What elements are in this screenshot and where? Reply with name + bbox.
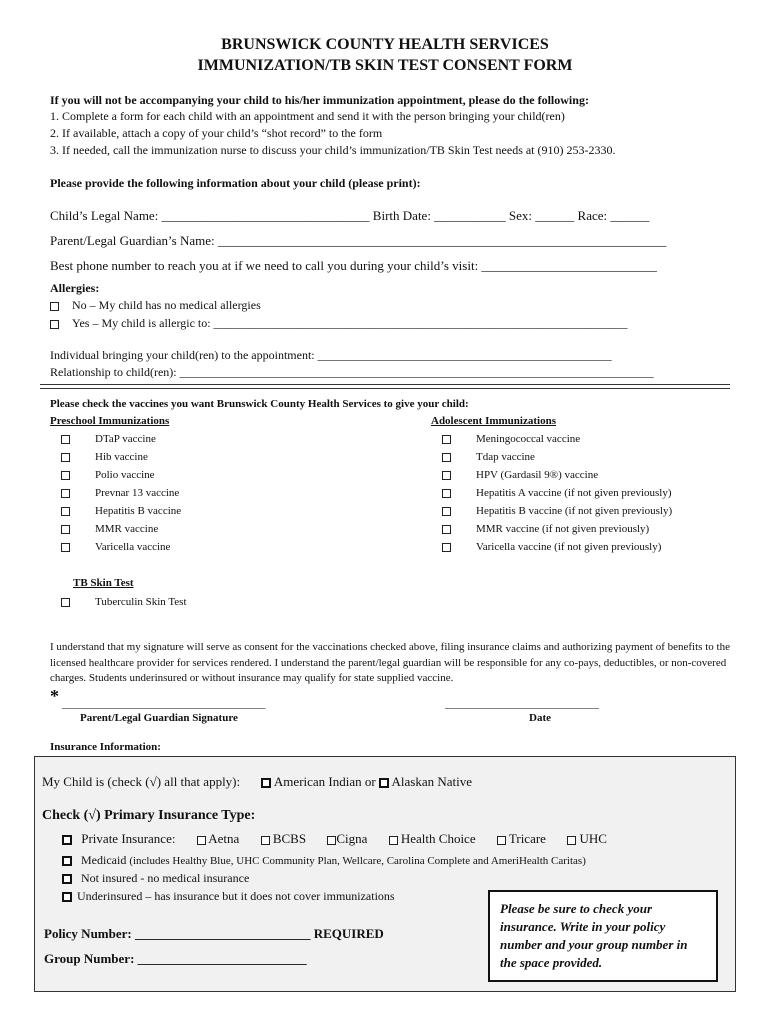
form-subtitle: IMMUNIZATION/TB SKIN TEST CONSENT FORM — [197, 57, 573, 74]
date-line[interactable]: ____________________________ — [445, 698, 599, 710]
allergy-yes-label[interactable]: Yes – My child is allergic to: _____________________________________________________________________ — [72, 316, 628, 330]
vaccine-row — [61, 505, 182, 517]
aetna-checkbox[interactable] — [197, 836, 206, 845]
cigna-checkbox[interactable] — [327, 836, 336, 845]
private-insurance-row — [62, 831, 607, 847]
vaccine-label: Hepatitis B vaccine — [95, 505, 182, 517]
vaccine-checkbox[interactable] — [61, 453, 70, 462]
allergy-no-label: No – My child has no medical allergies — [72, 298, 261, 312]
vaccine-checkbox[interactable] — [61, 525, 70, 534]
private-insurance-checkbox[interactable] — [62, 835, 72, 845]
vaccine-checkbox[interactable] — [442, 525, 451, 534]
bcbs-checkbox[interactable] — [261, 836, 270, 845]
vaccine-checkbox[interactable] — [442, 471, 451, 480]
group-number-field[interactable]: Group Number: __________________________ — [44, 951, 307, 966]
intro-item-1: 1. Complete a form for each child with an appointment and send it with the person bringing your child(ren) — [50, 109, 565, 123]
vaccine-label: Tdap vaccine — [476, 451, 535, 463]
intro-item-3: 3. If needed, call the immunization nurse to discuss your child’s immunization/TB Skin Test needs at (910) 253-2330. — [50, 143, 616, 157]
vaccine-checkbox[interactable] — [442, 489, 451, 498]
vaccine-label: Prevnar 13 vaccine — [95, 487, 180, 499]
vaccine-row — [442, 487, 672, 499]
medicaid-note: (includes Healthy Blue, UHC Community Plan, Wellcare, Carolina Complete and AmeriHealth Caritas) — [129, 855, 586, 867]
vaccine-checkbox[interactable] — [61, 471, 70, 480]
vaccine-checkbox[interactable] — [61, 489, 70, 498]
bringer-line[interactable]: Individual bringing your child(ren) to the appointment: _________________________________________________ — [50, 348, 612, 362]
vaccine-checkbox[interactable] — [442, 435, 451, 444]
american-indian-checkbox[interactable] — [261, 778, 271, 788]
vaccine-checkbox[interactable] — [61, 543, 70, 552]
vaccine-row — [61, 523, 159, 535]
vaccine-label: DTaP vaccine — [95, 433, 156, 445]
insurance-reminder-note: Please be sure to check your insurance. Write in your policy number and your group number in the space provided. — [488, 890, 718, 982]
phone-line[interactable]: Best phone number to reach you at if we need to call you during your child’s visit: ___________________________ — [50, 258, 657, 273]
insurance-heading: Insurance Information: — [50, 741, 161, 753]
vaccine-row — [442, 451, 535, 463]
intro-heading: If you will not be accompanying your child to his/her immunization appointment, please do the following: — [50, 93, 589, 107]
tricare-checkbox[interactable] — [497, 836, 506, 845]
underinsured-row — [62, 889, 395, 904]
medicaid-row — [62, 853, 586, 868]
ethnicity-prompt: My Child is (check (√) all that apply): — [42, 774, 241, 789]
vaccine-row — [61, 541, 171, 553]
adolescent-heading: Adolescent Immunizations — [431, 415, 556, 427]
vaccine-label: Hepatitis B vaccine (if not given previously) — [476, 505, 673, 517]
vaccine-label: MMR vaccine — [95, 523, 159, 535]
vaccine-row — [442, 469, 599, 481]
private-insurance-label: Private Insurance: — [81, 831, 176, 846]
alaskan-native-checkbox[interactable] — [379, 778, 389, 788]
cigna-label: Cigna — [336, 831, 368, 846]
not-insured-label: Not insured - no medical insurance — [81, 871, 250, 885]
vaccine-checkbox[interactable] — [442, 543, 451, 552]
tb-row — [61, 596, 187, 608]
date-label: Date — [529, 712, 551, 724]
vaccine-row — [442, 523, 650, 535]
allergy-yes-row — [50, 316, 628, 331]
health-choice-label: Health Choice — [400, 831, 476, 846]
tricare-label: Tricare — [508, 831, 546, 846]
vaccines-heading: Please check the vaccines you want Brunswick County Health Services to give your child: — [50, 398, 469, 410]
preschool-heading: Preschool Immunizations — [50, 415, 170, 427]
medicaid-checkbox[interactable] — [62, 856, 72, 866]
vaccine-label: Meningococcal vaccine — [476, 433, 581, 445]
bcbs-label: BCBS — [272, 831, 307, 846]
tb-heading: TB Skin Test — [73, 577, 134, 589]
vaccine-checkbox[interactable] — [442, 453, 451, 462]
vaccine-label: Varicella vaccine (if not given previously) — [476, 541, 662, 553]
vaccine-row — [442, 541, 662, 553]
uhc-label: UHC — [579, 831, 607, 846]
vaccine-row — [61, 487, 180, 499]
guardian-name-line[interactable]: Parent/Legal Guardian’s Name: _____________________________________________________________________ — [50, 233, 667, 248]
allergy-no-row — [50, 298, 261, 313]
ethnicity-row — [42, 774, 472, 790]
aetna-label: Aetna — [208, 831, 240, 846]
allergies-heading: Allergies: — [50, 281, 100, 295]
asterisk-mark: * — [50, 686, 59, 706]
vaccine-checkbox[interactable] — [61, 507, 70, 516]
child-info-heading: Please provide the following information about your child (please print): — [50, 176, 421, 190]
vaccine-checkbox[interactable] — [61, 435, 70, 444]
alaskan-native-label: Alaskan Native — [391, 774, 473, 789]
vaccine-label: Polio vaccine — [95, 469, 155, 481]
divider-rule — [40, 384, 730, 385]
form-title: BRUNSWICK COUNTY HEALTH SERVICES — [221, 36, 549, 53]
intro-item-2: 2. If available, attach a copy of your child’s “shot record” to the form — [50, 126, 383, 140]
not-insured-row — [62, 871, 249, 886]
insurance-type-heading: Check (√) Primary Insurance Type: — [42, 808, 256, 823]
health-choice-checkbox[interactable] — [389, 836, 398, 845]
vaccine-label: HPV (Gardasil 9®) vaccine — [476, 469, 599, 481]
child-name-line[interactable]: Child’s Legal Name: ________________________________ Birth Date: ___________ Sex: ______ Race: ______ — [50, 208, 650, 223]
vaccine-label: Hepatitis A vaccine (if not given previously) — [476, 487, 672, 499]
vaccine-row — [61, 469, 155, 481]
vaccine-checkbox[interactable] — [442, 507, 451, 516]
underinsured-checkbox[interactable] — [62, 892, 72, 902]
uhc-checkbox[interactable] — [567, 836, 576, 845]
vaccine-label: Hib vaccine — [95, 451, 148, 463]
allergy-yes-checkbox[interactable] — [50, 320, 59, 329]
signature-line[interactable]: _____________________________________ — [62, 698, 266, 710]
allergy-no-checkbox[interactable] — [50, 302, 59, 311]
medicaid-label: Medicaid — [81, 853, 127, 867]
vaccine-label: Varicella vaccine — [95, 541, 171, 553]
underinsured-label: Underinsured – has insurance but it does not cover immunizations — [77, 889, 395, 903]
not-insured-checkbox[interactable] — [62, 874, 72, 884]
vaccine-row — [442, 505, 673, 517]
relationship-line[interactable]: Relationship to child(ren): _______________________________________________________________________________ — [50, 365, 654, 379]
divider-rule — [40, 388, 730, 389]
tb-label: Tuberculin Skin Test — [95, 596, 187, 608]
signature-label: Parent/Legal Guardian Signature — [80, 712, 238, 724]
vaccine-row — [61, 451, 148, 463]
vaccine-label: MMR vaccine (if not given previously) — [476, 523, 650, 535]
vaccine-row — [442, 433, 581, 445]
vaccine-row — [61, 433, 156, 445]
policy-number-field[interactable]: Policy Number: ___________________________ REQUIRED — [44, 926, 384, 941]
american-indian-label: American Indian or — [273, 774, 376, 789]
tb-checkbox[interactable] — [61, 598, 70, 607]
consent-paragraph: I understand that my signature will serve as consent for the vaccinations checked above, filing insurance claims and authorizing payment of benefits to the licensed healthcare provider for services rendered. I understand the parent/legal guardian will be responsible for any co-pays, deductibles, or non-covered charges. Students underinsured or without insurance may qualify for state supplied vaccine. — [50, 641, 730, 684]
